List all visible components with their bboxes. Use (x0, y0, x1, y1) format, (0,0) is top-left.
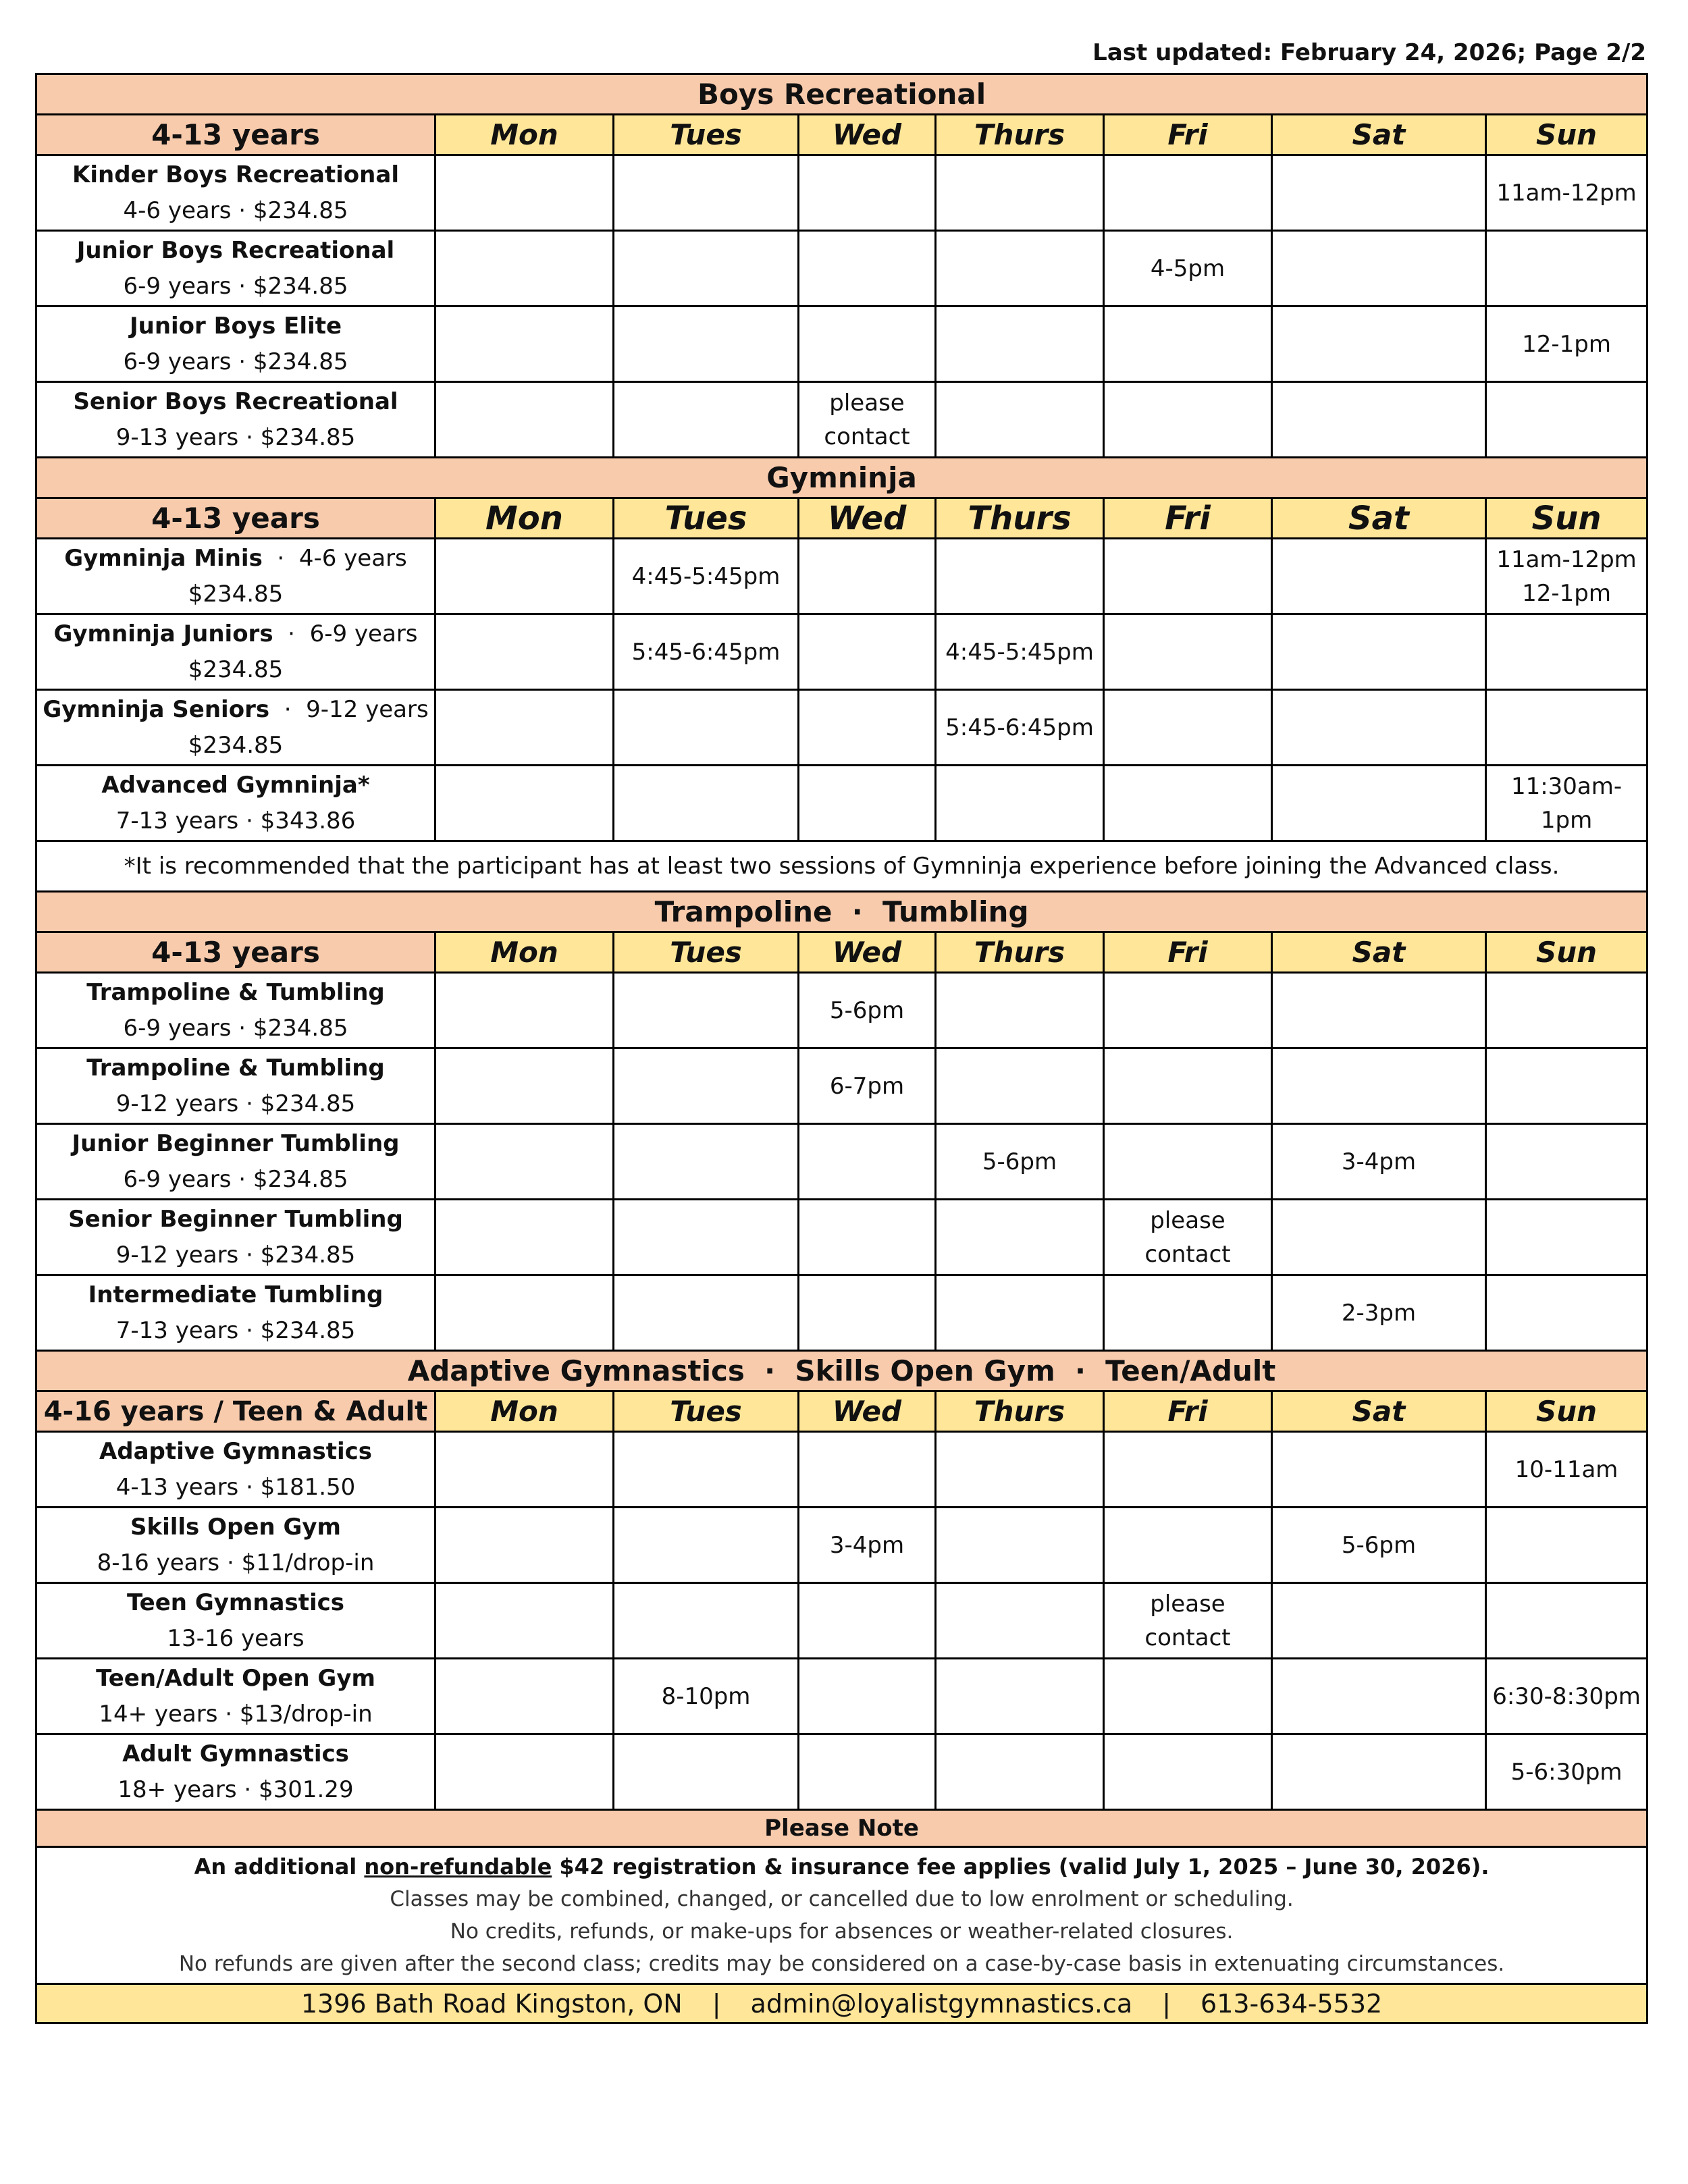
time-cell-wed (799, 1583, 936, 1659)
age-header-gymninja: 4-13 years (36, 498, 436, 539)
time-cell-sat (1272, 1659, 1486, 1734)
day-header-fri: Fri (1104, 1391, 1272, 1432)
time-cell-mon (436, 382, 614, 458)
time-cell-thurs (936, 1432, 1104, 1508)
time-cell-fri (1104, 973, 1272, 1048)
table-row (36, 1659, 1647, 1734)
time-cell-wed (799, 1734, 936, 1810)
class-name: Advanced Gymninja* (101, 771, 370, 799)
time-cell-sat (1272, 973, 1486, 1048)
class-name: Junior Boys Recreational (76, 236, 395, 264)
class-name: Senior Beginner Tumbling (68, 1205, 403, 1233)
class-name: Kinder Boys Recreational (72, 161, 399, 188)
class-cell (36, 1200, 436, 1275)
time-text: contact (1144, 1240, 1231, 1268)
table-row (36, 155, 1647, 231)
time-cell-tues (614, 155, 799, 231)
class-cell (36, 1508, 436, 1583)
class-cell (36, 1124, 436, 1200)
time-cell-wed (799, 614, 936, 690)
class-cell (36, 1583, 436, 1659)
day-header-tues: Tues (614, 498, 799, 539)
table-row (36, 1583, 1647, 1659)
table-row (36, 766, 1647, 841)
time-cell-wed (799, 155, 936, 231)
time-cell-sun (1486, 1275, 1647, 1351)
time-cell-tues (614, 1124, 799, 1200)
table-row (36, 231, 1647, 307)
time-cell-fri (1104, 766, 1272, 841)
time-cell-thurs (936, 766, 1104, 841)
time-cell-wed (799, 1200, 936, 1275)
table-row (36, 1432, 1647, 1508)
class-name: Intermediate Tumbling (88, 1281, 384, 1308)
time-cell-wed: 6-7pm (799, 1048, 936, 1124)
time-cell-sun (1486, 539, 1647, 614)
day-header-thurs: Thurs (936, 115, 1104, 155)
day-header-fri: Fri (1104, 498, 1272, 539)
class-name: Senior Boys Recreational (73, 388, 398, 415)
day-header-sun: Sun (1486, 115, 1647, 155)
time-text: please (829, 389, 905, 417)
time-cell-sat (1272, 1432, 1486, 1508)
time-cell-thurs: 5-6pm (936, 1124, 1104, 1200)
time-cell-mon (436, 1659, 614, 1734)
time-cell-wed (799, 307, 936, 382)
class-meta: $234.85 (188, 580, 284, 608)
day-header-wed: Wed (799, 498, 936, 539)
time-cell-fri (1104, 1432, 1272, 1508)
class-cell (36, 231, 436, 307)
time-cell-sat (1272, 1048, 1486, 1124)
class-name: Teen/Adult Open Gym (96, 1664, 375, 1692)
day-header-mon: Mon (436, 932, 614, 973)
table-row (36, 614, 1647, 690)
day-header-mon: Mon (436, 115, 614, 155)
day-header-tues: Tues (614, 1391, 799, 1432)
class-name: Teen Gymnastics (126, 1589, 345, 1616)
time-cell-mon (436, 973, 614, 1048)
time-cell-fri (1104, 1508, 1272, 1583)
time-cell-sat (1272, 1583, 1486, 1659)
time-cell-thurs (936, 1508, 1104, 1583)
time-cell-wed (799, 382, 936, 458)
time-cell-thurs (936, 539, 1104, 614)
time-cell-fri (1104, 1583, 1272, 1659)
class-name: Gymninja Minis (64, 544, 263, 572)
class-age: · 4-6 years (262, 544, 407, 572)
class-cell (36, 155, 436, 231)
class-cell (36, 1432, 436, 1508)
section-adaptive-title-row (36, 1351, 1647, 1391)
class-name: Gymninja Seniors (43, 695, 270, 723)
schedule-table (35, 73, 1648, 2024)
time-cell-tues: 4:45-5:45pm (614, 539, 799, 614)
time-cell-tues (614, 382, 799, 458)
time-cell-sun (1486, 1508, 1647, 1583)
class-meta: 7-13 years · $234.85 (115, 1316, 356, 1344)
class-meta: 8-16 years · $11/drop-in (97, 1549, 375, 1576)
time-cell-tues (614, 1048, 799, 1124)
class-meta: $234.85 (188, 656, 284, 683)
day-header-sun: Sun (1486, 1391, 1647, 1432)
day-header-tues: Tues (614, 115, 799, 155)
time-cell-wed (799, 690, 936, 766)
time-cell-mon (436, 690, 614, 766)
time-cell-tues (614, 307, 799, 382)
time-cell-tues (614, 1200, 799, 1275)
class-cell (36, 614, 436, 690)
section-gymninja-title-row (36, 458, 1647, 498)
section-title-boys: Boys Recreational (36, 74, 1647, 115)
time-cell-thurs: 5:45-6:45pm (936, 690, 1104, 766)
time-cell-tues (614, 1508, 799, 1583)
contact-row (36, 1984, 1647, 2023)
class-meta: $234.85 (188, 731, 284, 759)
time-cell-sat (1272, 614, 1486, 690)
time-cell-mon (436, 1508, 614, 1583)
day-header-thurs: Thurs (936, 932, 1104, 973)
class-name: Trampoline & Tumbling (86, 1054, 385, 1082)
class-meta: 9-13 years · $234.85 (115, 423, 356, 451)
time-text: 11am-12pm (1496, 545, 1637, 573)
time-cell-fri (1104, 539, 1272, 614)
table-row (36, 1734, 1647, 1810)
time-cell-sat (1272, 539, 1486, 614)
gymninja-footnote: *It is recommended that the participant has at least two sessions of Gymninja experience before joining the Advanced class. (36, 841, 1647, 892)
time-cell-thurs (936, 1734, 1104, 1810)
class-meta: 7-13 years · $343.86 (115, 807, 356, 834)
day-header-fri: Fri (1104, 932, 1272, 973)
class-meta: 4-13 years · $181.50 (115, 1473, 356, 1501)
last-updated-text: Last updated: February 24, 2026; Page 2/2 (1092, 39, 1646, 66)
time-cell-fri (1104, 307, 1272, 382)
time-text: 12-1pm (1522, 579, 1611, 607)
class-meta: 9-12 years · $234.85 (115, 1090, 356, 1117)
time-cell-wed (799, 231, 936, 307)
time-cell-sun (1486, 973, 1647, 1048)
class-cell (36, 1659, 436, 1734)
table-row (36, 973, 1647, 1048)
time-text: please (1150, 1206, 1225, 1234)
class-cell (36, 973, 436, 1048)
time-cell-wed: 5-6pm (799, 973, 936, 1048)
time-cell-sun: 10-11am (1486, 1432, 1647, 1508)
time-cell-wed (799, 1124, 936, 1200)
note-refunds: No refunds are given after the second class; credits may be considered on a case-by-case basis in extenuating circumstances. (178, 1952, 1505, 1976)
gymninja-footnote-row (36, 841, 1647, 892)
class-meta: 14+ years · $13/drop-in (99, 1700, 373, 1728)
time-cell-fri: 4-5pm (1104, 231, 1272, 307)
note-fee-suffix: $42 registration & insurance fee applies (valid July 1, 2025 – June 30, 2026). (552, 1854, 1489, 1880)
table-row (36, 690, 1647, 766)
time-cell-sun (1486, 382, 1647, 458)
class-cell (36, 1734, 436, 1810)
time-cell-sun (1486, 614, 1647, 690)
time-cell-sun (1486, 1048, 1647, 1124)
table-row (36, 1048, 1647, 1124)
time-cell-wed (799, 1432, 936, 1508)
notes-title: Please Note (36, 1810, 1647, 1847)
time-cell-tues (614, 973, 799, 1048)
time-cell-sat (1272, 1734, 1486, 1810)
time-cell-mon (436, 231, 614, 307)
class-name: Trampoline & Tumbling (86, 978, 385, 1006)
time-cell-thurs (936, 1275, 1104, 1351)
day-header-sun: Sun (1486, 932, 1647, 973)
time-cell-fri (1104, 690, 1272, 766)
class-meta: 13-16 years (167, 1624, 305, 1652)
time-cell-thurs (936, 1200, 1104, 1275)
time-cell-sat: 2-3pm (1272, 1275, 1486, 1351)
time-cell-tues (614, 690, 799, 766)
class-meta: 6-9 years · $234.85 (123, 272, 348, 300)
contact-bar (36, 1984, 1647, 2023)
table-row (36, 382, 1647, 458)
note-fee-nonrefundable: non-refundable (364, 1854, 552, 1880)
age-header-boys: 4-13 years (36, 115, 436, 155)
time-cell-mon (436, 1124, 614, 1200)
note-credits: No credits, refunds, or make-ups for absences or weather-related closures. (450, 1919, 1234, 1944)
class-age: · 6-9 years (273, 620, 418, 647)
time-cell-mon (436, 1048, 614, 1124)
day-header-tues: Tues (614, 932, 799, 973)
class-name: Adaptive Gymnastics (99, 1437, 373, 1465)
day-header-wed: Wed (799, 932, 936, 973)
day-header-sun: Sun (1486, 498, 1647, 539)
section-adaptive-header-row (36, 1391, 1647, 1432)
contact-email[interactable]: admin@loyalistgymnastics.ca (750, 1988, 1133, 2019)
notes-body (36, 1847, 1647, 1984)
time-cell-mon (436, 1275, 614, 1351)
time-cell-tues (614, 766, 799, 841)
day-header-sat: Sat (1272, 932, 1486, 973)
class-meta: 6-9 years · $234.85 (123, 348, 348, 375)
class-meta: 6-9 years · $234.85 (123, 1165, 348, 1193)
time-cell-wed (799, 539, 936, 614)
contact-separator: | (712, 1988, 721, 2019)
time-text: contact (824, 423, 910, 450)
time-cell-thurs (936, 973, 1104, 1048)
time-cell-fri (1104, 1048, 1272, 1124)
time-cell-tues (614, 1275, 799, 1351)
time-cell-mon (436, 766, 614, 841)
time-cell-wed (799, 1659, 936, 1734)
table-row (36, 1124, 1647, 1200)
time-cell-wed (799, 1275, 936, 1351)
contact-separator: | (1162, 1988, 1171, 2019)
class-cell (36, 1048, 436, 1124)
day-header-thurs: Thurs (936, 498, 1104, 539)
class-name: Skills Open Gym (130, 1513, 341, 1541)
time-cell-fri (1104, 382, 1272, 458)
table-row (36, 1508, 1647, 1583)
time-cell-wed: 3-4pm (799, 1508, 936, 1583)
time-cell-mon (436, 1583, 614, 1659)
time-cell-sun: 11:30am-1pm (1486, 766, 1647, 841)
table-row (36, 1275, 1647, 1351)
time-cell-thurs (936, 382, 1104, 458)
time-cell-sun (1486, 1200, 1647, 1275)
time-cell-fri (1104, 155, 1272, 231)
class-cell (36, 690, 436, 766)
class-meta: 6-9 years · $234.85 (123, 1014, 348, 1042)
time-cell-fri (1104, 1200, 1272, 1275)
time-cell-mon (436, 1200, 614, 1275)
day-header-mon: Mon (436, 498, 614, 539)
time-cell-thurs (936, 231, 1104, 307)
time-cell-wed (799, 766, 936, 841)
time-cell-sun: 11am-12pm (1486, 155, 1647, 231)
day-header-mon: Mon (436, 1391, 614, 1432)
notes-title-row (36, 1810, 1647, 1847)
class-name: Gymninja Juniors (53, 620, 273, 647)
contact-phone[interactable]: 613-634-5532 (1201, 1988, 1383, 2019)
time-cell-fri (1104, 614, 1272, 690)
age-header-adaptive: 4-16 years / Teen & Adult (36, 1391, 436, 1432)
time-cell-mon (436, 614, 614, 690)
class-meta: 18+ years · $301.29 (117, 1776, 354, 1803)
time-cell-tues (614, 1583, 799, 1659)
time-cell-fri (1104, 1275, 1272, 1351)
section-trampoline-header-row (36, 932, 1647, 973)
time-cell-tues (614, 231, 799, 307)
time-cell-thurs (936, 307, 1104, 382)
age-header-trampoline: 4-13 years (36, 932, 436, 973)
time-cell-sat (1272, 690, 1486, 766)
day-header-thurs: Thurs (936, 1391, 1104, 1432)
time-cell-fri (1104, 1734, 1272, 1810)
section-boys-title-row (36, 74, 1647, 115)
day-header-wed: Wed (799, 115, 936, 155)
note-fee-prefix: An additional (194, 1854, 365, 1880)
time-cell-thurs (936, 1659, 1104, 1734)
class-cell (36, 539, 436, 614)
class-name: Adult Gymnastics (122, 1740, 349, 1767)
class-cell (36, 1275, 436, 1351)
time-cell-thurs: 4:45-5:45pm (936, 614, 1104, 690)
contact-address: 1396 Bath Road Kingston, ON (300, 1988, 683, 2019)
section-trampoline-title-row (36, 892, 1647, 932)
time-cell-sun: 5-6:30pm (1486, 1734, 1647, 1810)
day-header-wed: Wed (799, 1391, 936, 1432)
class-cell (36, 766, 436, 841)
class-name: Junior Boys Elite (129, 312, 342, 340)
table-row (36, 1200, 1647, 1275)
class-age: · 9-12 years (269, 695, 429, 723)
time-text: contact (1144, 1624, 1231, 1651)
class-cell (36, 382, 436, 458)
time-cell-thurs (936, 1048, 1104, 1124)
time-cell-fri (1104, 1124, 1272, 1200)
time-cell-tues (614, 1432, 799, 1508)
class-meta: 4-6 years · $234.85 (123, 196, 348, 224)
time-cell-sat (1272, 766, 1486, 841)
time-cell-fri (1104, 1659, 1272, 1734)
day-header-sat: Sat (1272, 498, 1486, 539)
class-name: Junior Beginner Tumbling (72, 1129, 400, 1157)
class-cell (36, 307, 436, 382)
time-cell-sun (1486, 1124, 1647, 1200)
section-title-adaptive: Adaptive Gymnastics · Skills Open Gym · Teen/Adult (36, 1351, 1647, 1391)
time-cell-thurs (936, 1583, 1104, 1659)
time-cell-mon (436, 307, 614, 382)
time-cell-sun: 6:30-8:30pm (1486, 1659, 1647, 1734)
time-cell-sun: 12-1pm (1486, 307, 1647, 382)
time-cell-mon (436, 1432, 614, 1508)
time-cell-mon (436, 539, 614, 614)
time-cell-sun (1486, 231, 1647, 307)
section-title-gymninja: Gymninja (36, 458, 1647, 498)
note-fee (40, 1850, 1643, 1883)
time-cell-thurs (936, 155, 1104, 231)
time-cell-sat (1272, 382, 1486, 458)
table-row (36, 539, 1647, 614)
day-header-sat: Sat (1272, 1391, 1486, 1432)
time-cell-sat (1272, 155, 1486, 231)
day-header-fri: Fri (1104, 115, 1272, 155)
time-cell-sun (1486, 690, 1647, 766)
time-text: please (1150, 1590, 1225, 1618)
time-cell-sat: 3-4pm (1272, 1124, 1486, 1200)
section-boys-header-row (36, 115, 1647, 155)
time-cell-tues: 8-10pm (614, 1659, 799, 1734)
section-title-trampoline: Trampoline · Tumbling (36, 892, 1647, 932)
time-cell-mon (436, 1734, 614, 1810)
section-gymninja-header-row (36, 498, 1647, 539)
table-row (36, 307, 1647, 382)
note-classes: Classes may be combined, changed, or cancelled due to low enrolment or scheduling. (390, 1887, 1294, 1911)
time-cell-mon (436, 155, 614, 231)
day-header-sat: Sat (1272, 115, 1486, 155)
time-cell-sat: 5-6pm (1272, 1508, 1486, 1583)
time-cell-tues: 5:45-6:45pm (614, 614, 799, 690)
time-cell-sat (1272, 1200, 1486, 1275)
time-cell-sat (1272, 231, 1486, 307)
time-cell-sat (1272, 307, 1486, 382)
notes-row (36, 1847, 1647, 1984)
time-cell-sun (1486, 1583, 1647, 1659)
time-cell-tues (614, 1734, 799, 1810)
class-meta: 9-12 years · $234.85 (115, 1241, 356, 1269)
